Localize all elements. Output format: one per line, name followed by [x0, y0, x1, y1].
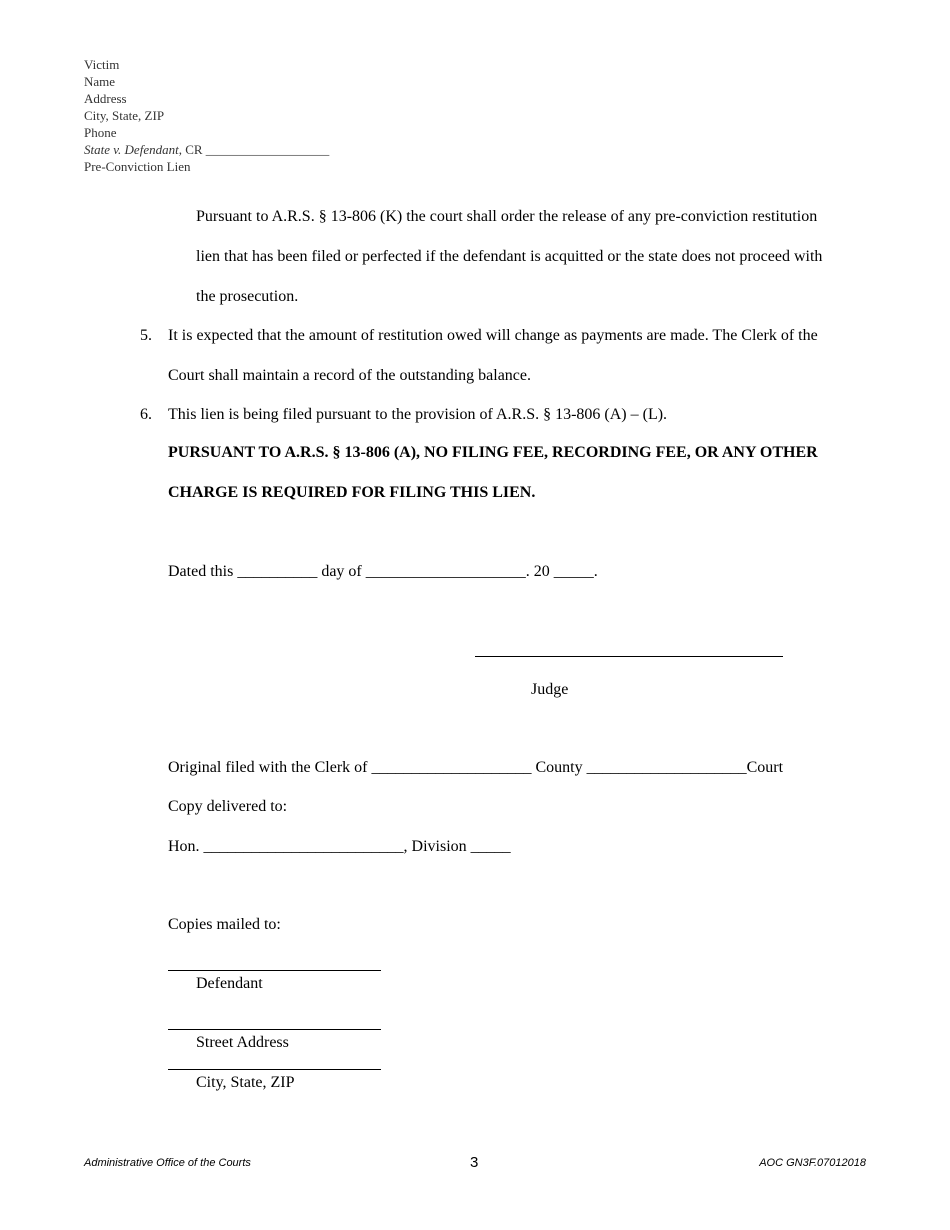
fee-notice-line1: PURSUANT TO A.R.S. § 13-806 (A), NO FILING FEE, RECORDING FEE, OR ANY OTHER — [168, 444, 818, 461]
copy-delivered-label: Copy delivered to: — [168, 798, 288, 815]
page-number: 3 — [470, 1154, 479, 1171]
footer-form-code: AOC GN3F.07012018 — [759, 1157, 866, 1169]
defendant-label: Defendant — [196, 975, 263, 992]
footer-office: Administrative Office of the Courts — [84, 1157, 251, 1169]
case-number-blank: , CR ___________________ — [178, 142, 330, 157]
city-state-zip-line — [168, 1069, 381, 1070]
case-caption: State v. Defendant — [84, 142, 179, 157]
caption-header — [84, 56, 329, 175]
defendant-name-line — [168, 970, 381, 971]
copies-mailed-label: Copies mailed to: — [168, 916, 281, 933]
item6-number: 6. — [140, 406, 152, 423]
street-address-line — [168, 1029, 381, 1030]
para-k-line3: the prosecution. — [196, 288, 299, 305]
header-name: Name — [84, 74, 116, 89]
judge-label: Judge — [531, 681, 569, 698]
header-case-number — [84, 141, 329, 158]
street-address-label: Street Address — [196, 1034, 289, 1051]
header-city-state-zip: City, State, ZIP — [84, 108, 165, 123]
header-victim: Victim — [84, 57, 120, 72]
para-k-line1: Pursuant to A.R.S. § 13-806 (K) the court shall order the release of any pre-conviction restitution — [196, 208, 818, 225]
hon-division-line: Hon. _________________________, Division _____ — [168, 838, 511, 855]
original-filed-line: Original filed with the Clerk of ____________________ County ____________________Court — [168, 759, 784, 776]
para-k-line2: lien that has been filed or perfected if the defendant is acquitted or the state does not proceed with — [196, 248, 823, 265]
header-phone: Phone — [84, 125, 117, 140]
item5-number: 5. — [140, 327, 152, 344]
header-form-title: Pre-Conviction Lien — [84, 159, 191, 174]
city-state-zip-label: City, State, ZIP — [196, 1074, 295, 1091]
header-address: Address — [84, 91, 127, 106]
item5-line2: Court shall maintain a record of the outstanding balance. — [168, 367, 531, 384]
item6-line1: This lien is being filed pursuant to the provision of A.R.S. § 13-806 (A) – (L). — [168, 406, 668, 423]
judge-signature-line — [475, 656, 783, 657]
item5-line1: It is expected that the amount of restitution owed will change as payments are made. The Clerk of the — [168, 327, 818, 344]
fee-notice-line2: CHARGE IS REQUIRED FOR FILING THIS LIEN. — [168, 484, 536, 501]
dated-line: Dated this __________ day of ____________________. 20 _____. — [168, 563, 598, 580]
